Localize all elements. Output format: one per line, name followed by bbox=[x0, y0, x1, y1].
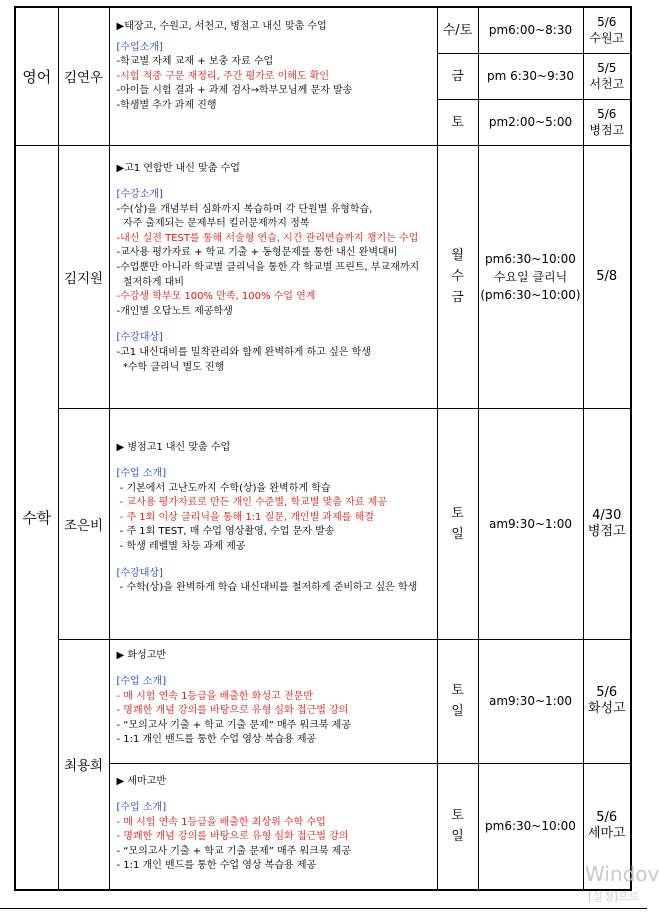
teacher-choi-yonghee: 최용희 bbox=[58, 639, 109, 890]
kim-time-2: 수요일 클리닉 bbox=[493, 269, 568, 284]
choi-sema-start-date: 5/6 bbox=[596, 810, 618, 826]
choi-sema-line-1: - 매 시험 연속 1등급을 배출한 최상위 수학 수업 bbox=[116, 816, 326, 828]
choi-sema-intro-heading: [수업 소개] bbox=[116, 802, 167, 814]
jo-days bbox=[437, 408, 478, 639]
english-class-description bbox=[109, 7, 437, 145]
english-day-2: 금 bbox=[437, 53, 478, 99]
windows-activation-watermark: Windov bbox=[585, 862, 659, 886]
english-school-2: 서천고 bbox=[589, 77, 625, 91]
jo-class-title: ▶ 병점고1 내신 맞춤 수업 bbox=[116, 441, 231, 453]
choi-sema-time: pm6:30~10:00 bbox=[478, 763, 583, 890]
schedule-table bbox=[14, 6, 632, 891]
english-time-2: pm 6:30~9:30 bbox=[478, 53, 583, 99]
english-school-1: 수원고 bbox=[589, 31, 625, 46]
jo-target-line-1: - 수학(상)을 완벽하게 학습 내신대비를 철저하게 준비하고 싶은 학생 bbox=[116, 582, 418, 594]
choi-hwaseong-title: ▶ 화성고반 bbox=[116, 649, 167, 661]
kim-target-line-2: *수학 클리닉 별도 진행 bbox=[116, 361, 225, 373]
choi-hwaseong-school: 화성고 bbox=[587, 701, 626, 716]
kim-time-1: pm6:30~10:00 bbox=[485, 251, 576, 266]
english-day-1: 수/토 bbox=[437, 7, 478, 53]
jo-intro-heading: [수업 소개] bbox=[116, 468, 167, 480]
choi-hwaseong-date bbox=[583, 639, 631, 763]
kim-class-description bbox=[109, 145, 437, 408]
choi-hwaseong-day-2: 일 bbox=[451, 704, 464, 719]
jo-school: 병점고 bbox=[587, 523, 626, 539]
kim-day-2: 수 bbox=[451, 269, 464, 284]
kim-line-5: -수업뿐만 아니라 학교별 클리닉을 통한 각 학교별 프린트, 부교재까지 bbox=[116, 262, 420, 274]
choi-hwaseong-description bbox=[109, 639, 437, 763]
kim-line-3: -내신 실전 TEST를 통해 서술형 연습, 시간 관리연습까지 챙기는 수업 bbox=[116, 232, 419, 244]
jo-line-1: - 기본에서 고난도까지 수학(상)을 완벽하게 학습 bbox=[116, 482, 331, 494]
page-bottom-rule bbox=[0, 908, 647, 909]
kim-intro-heading: [수강소개] bbox=[116, 189, 163, 201]
choi-sema-description bbox=[109, 763, 437, 890]
english-start-date-1: 5/6 bbox=[597, 15, 617, 30]
choi-sema-day-1: 토 bbox=[451, 808, 464, 824]
english-start-date-3: 5/6 bbox=[597, 107, 617, 121]
jo-day-1: 토 bbox=[451, 505, 464, 521]
jo-date bbox=[583, 408, 631, 639]
jo-day-2: 일 bbox=[451, 526, 464, 542]
choi-hwaseong-line-2: - 명쾌한 개념 강의를 바탕으로 유형 심화 접근법 강의 bbox=[116, 705, 349, 717]
teacher-jo-eunbi: 조은비 bbox=[58, 408, 109, 639]
jo-class-description bbox=[109, 408, 437, 639]
kim-line-2: 자주 출제되는 문제부터 킬러문제까지 정복 bbox=[116, 218, 310, 230]
choi-hwaseong-line-3: - “모의고사 기출 + 학교 기출 문제” 매주 워크북 제공 bbox=[116, 719, 351, 731]
jo-target-heading: [수강대상] bbox=[116, 567, 163, 579]
jo-start-date: 4/30 bbox=[592, 507, 622, 523]
choi-sema-line-2: - 명쾌한 개념 강의를 바탕으로 유형 심화 접근법 강의 bbox=[116, 831, 349, 843]
english-line-3: -아이들 시험 결과 + 과제 검사→학부모님께 문자 발송 bbox=[116, 85, 353, 97]
english-date-1 bbox=[583, 7, 631, 53]
choi-hwaseong-start-date: 5/6 bbox=[596, 685, 618, 700]
kim-line-1: -수(상)을 개념부터 심화까지 복습하며 각 단원별 유형학습, bbox=[116, 203, 373, 215]
choi-hwaseong-days bbox=[437, 639, 478, 763]
teacher-kim-jiwon: 김지원 bbox=[58, 145, 109, 408]
teacher-kim-yeonwoo: 김연우 bbox=[58, 7, 109, 145]
choi-sema-school: 세마고 bbox=[587, 826, 626, 842]
choi-sema-day-2: 일 bbox=[451, 829, 464, 845]
kim-time-3: (pm6:30~10:00) bbox=[480, 287, 581, 302]
kim-line-8: -개인별 오답노트 제공학생 bbox=[116, 305, 233, 317]
english-class-title: ▶태장고, 수원고, 서천고, 병점고 내신 맞춤 수업 bbox=[116, 21, 327, 32]
choi-hwaseong-line-1: - 매 시험 연속 1등급을 배출한 화성고 전문반 bbox=[116, 690, 313, 702]
kim-line-6: 철저하게 대비 bbox=[116, 276, 184, 288]
jo-line-2: - 교사용 평가자료로 만든 개인 수준별, 학교별 맞춤 자료 제공 bbox=[116, 497, 387, 509]
english-start-date-2: 5/5 bbox=[597, 61, 617, 75]
english-time-3: pm2:00~5:00 bbox=[478, 99, 583, 145]
subject-english: 영어 bbox=[15, 7, 58, 145]
english-line-1: -학교별 자체 교재 + 보충 자료 수업 bbox=[116, 56, 274, 68]
kim-day-3: 금 bbox=[451, 290, 464, 305]
choi-hwaseong-time: am9:30~1:00 bbox=[478, 639, 583, 763]
kim-start-date: 5/8 bbox=[583, 145, 631, 408]
english-date-2 bbox=[583, 53, 631, 99]
kim-day-1: 월 bbox=[451, 248, 464, 263]
choi-sema-days bbox=[437, 763, 478, 890]
choi-sema-line-3: - “모의고사 기출 + 학교 기출 문제” 매주 워크북 제공 bbox=[116, 845, 351, 857]
english-school-3: 병점고 bbox=[589, 123, 625, 137]
kim-target-line-1: -고1 내신대비를 밀착관리와 함께 완벽하게 하고 싶은 학생 bbox=[116, 347, 371, 359]
jo-line-4: - 주 1회 TEST, 매 수업 영상촬영, 수업 문자 발송 bbox=[116, 526, 335, 538]
choi-hwaseong-line-4: - 1:1 개인 밴드를 통한 수업 영상 복습용 제공 bbox=[116, 734, 317, 746]
choi-sema-line-4: - 1:1 개인 밴드를 통한 수업 영상 복습용 제공 bbox=[116, 860, 317, 872]
english-line-2: -시험 적중 구문 재정리, 주간 평가로 이해도 확인 bbox=[116, 70, 330, 82]
choi-hwaseong-day-1: 토 bbox=[451, 683, 464, 698]
english-line-4: -학생별 추가 과제 진행 bbox=[116, 99, 217, 111]
kim-target-heading: [수강대상] bbox=[116, 332, 163, 344]
subject-math: 수학 bbox=[15, 145, 58, 890]
choi-sema-title: ▶ 세마고반 bbox=[116, 775, 167, 787]
choi-hwaseong-intro-heading: [수업 소개] bbox=[116, 676, 167, 688]
kim-days bbox=[437, 145, 478, 408]
windows-activation-watermark-sub: [설정]으로 bbox=[588, 890, 640, 903]
jo-line-3: - 주 1회 이상 클리닉을 통해 1:1 질문, 개인별 과제를 해결 bbox=[116, 511, 374, 523]
jo-line-5: - 학생 레벨별 차등 과제 제공 bbox=[116, 541, 246, 553]
english-time-1: pm6:00~8:30 bbox=[478, 7, 583, 53]
english-intro-heading: [수업소개] bbox=[116, 41, 163, 53]
english-date-3 bbox=[583, 99, 631, 145]
kim-time bbox=[478, 145, 583, 408]
kim-line-4: -교사용 평가자료 + 학교 기출 + 동형문제를 통한 내신 완벽대비 bbox=[116, 247, 398, 259]
kim-line-7: -수강생 학부모 100% 만족, 100% 수업 연계 bbox=[116, 291, 316, 303]
jo-time: am9:30~1:00 bbox=[478, 408, 583, 639]
kim-class-title: ▶고1 연합반 내신 맞춤 수업 bbox=[116, 162, 240, 174]
english-day-3: 토 bbox=[437, 99, 478, 145]
